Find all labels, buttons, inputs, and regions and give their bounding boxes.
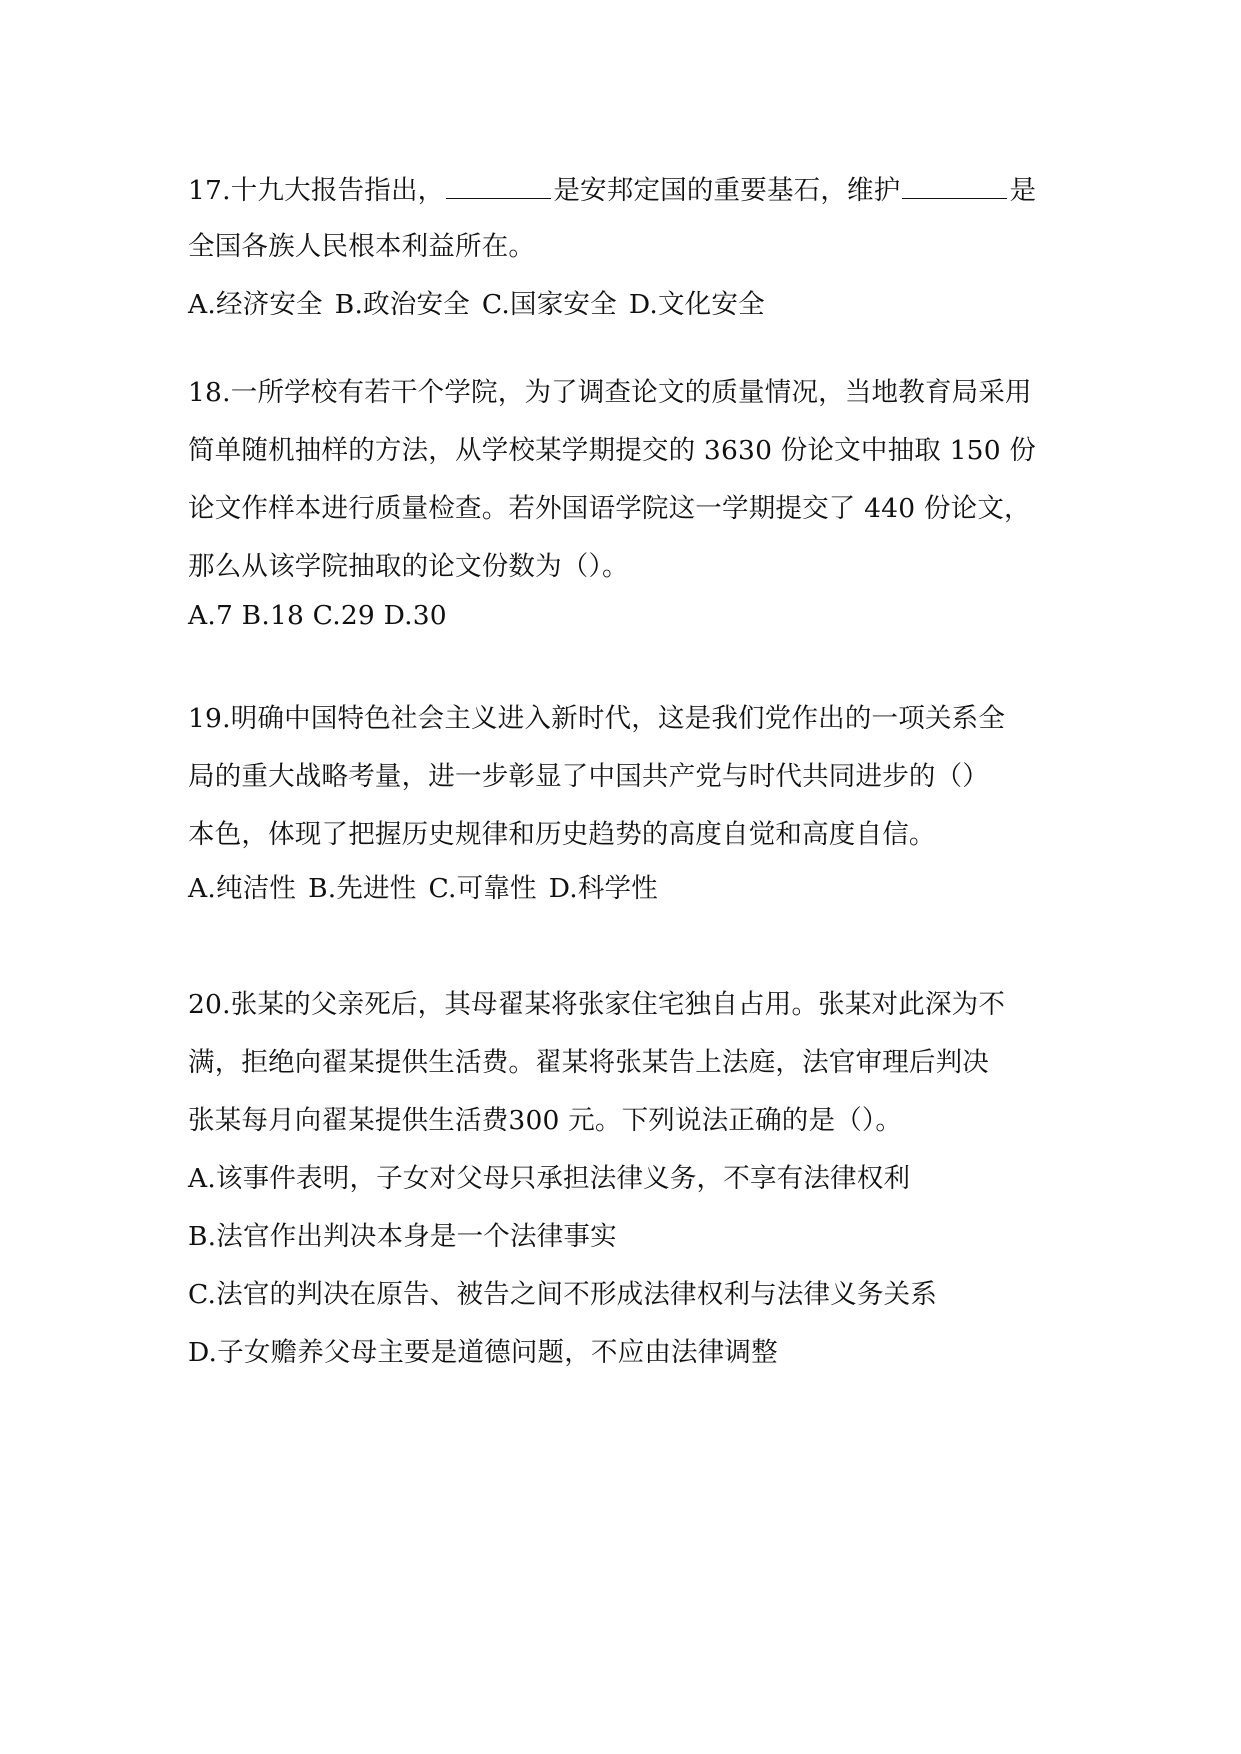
- q20-option-d: D.子女赡养父母主要是道德问题，不应由法律调整: [188, 1337, 778, 1368]
- q17-options: [188, 289, 765, 320]
- q17-text-b: 是安邦定国的重要基石，维护: [553, 175, 901, 206]
- q19-stem-line-1: [188, 703, 1006, 734]
- q18-text-1: 一所学校有若干个学院，为了调查论文的质量情况，当地教育局采用: [230, 377, 1032, 408]
- q20-stem-line-2: 满，拒绝向翟某提供生活费。翟某将张某告上法庭，法官审理后判决: [188, 1047, 989, 1078]
- q20-stem-line-1: [188, 989, 1006, 1020]
- q20-option-a: A.该事件表明，子女对父母只承担法律义务，不享有法律权利: [188, 1163, 911, 1194]
- q17-option-a: A.经济安全: [188, 289, 323, 320]
- q17-stem-line-2: 全国各族人民根本利益所在。: [188, 231, 536, 262]
- q17-stem-line-1: [188, 176, 1036, 205]
- q20-number: 20.: [188, 989, 231, 1020]
- q19-options: [188, 873, 658, 904]
- q20-text-1: 张某的父亲死后，其母翟某将张家住宅独自占用。张某对此深为不: [230, 989, 1006, 1020]
- q19-number: 19.: [188, 703, 231, 734]
- q17-blank-2: [902, 176, 1007, 199]
- q20-option-c: C.法官的判决在原告、被告之间不形成法律权利与法律义务关系: [188, 1279, 938, 1310]
- q19-stem-line-2: 局的重大战略考量，进一步彰显了中国共产党与时代共同进步的（）: [188, 761, 989, 792]
- q17-text-a: 十九大报告指出，: [230, 175, 445, 206]
- q18-number: 18.: [188, 377, 231, 408]
- q18-stem-line-3: 论文作样本进行质量检查。若外国语学院这一学期提交了 440 份论文，: [188, 493, 1031, 524]
- q17-blank-1: [446, 176, 551, 199]
- q19-option-b: B.先进性: [308, 873, 417, 904]
- q17-option-c: C.国家安全: [481, 289, 617, 320]
- q20-option-b: B.法官作出判决本身是一个法律事实: [188, 1221, 617, 1252]
- q19-text-1: 明确中国特色社会主义进入新时代，这是我们党作出的一项关系全: [230, 703, 1006, 734]
- q18-stem-line-2: 简单随机抽样的方法，从学校某学期提交的 3630 份论文中抽取 150 份: [188, 435, 1037, 466]
- q17-option-b: B.政治安全: [334, 289, 470, 320]
- q19-option-d: D.科学性: [548, 873, 658, 904]
- q19-stem-line-3: 本色，体现了把握历史规律和历史趋势的高度自觉和高度自信。: [188, 819, 936, 850]
- q20-stem-line-3: 张某每月向翟某提供生活费300 元。下列说法正确的是（）。: [188, 1105, 903, 1136]
- q19-option-a: A.纯洁性: [188, 873, 297, 904]
- q18-stem-line-4: 那么从该学院抽取的论文份数为（）。: [188, 551, 629, 582]
- q17-number: 17.: [188, 175, 231, 206]
- q19-option-c: C.可靠性: [428, 873, 537, 904]
- q17-text-c: 是: [1009, 175, 1037, 206]
- q18-options: A.7 B.18 C.29 D.30: [188, 600, 447, 631]
- q18-stem-line-1: [188, 377, 1032, 408]
- q17-option-d: D.文化安全: [628, 289, 765, 320]
